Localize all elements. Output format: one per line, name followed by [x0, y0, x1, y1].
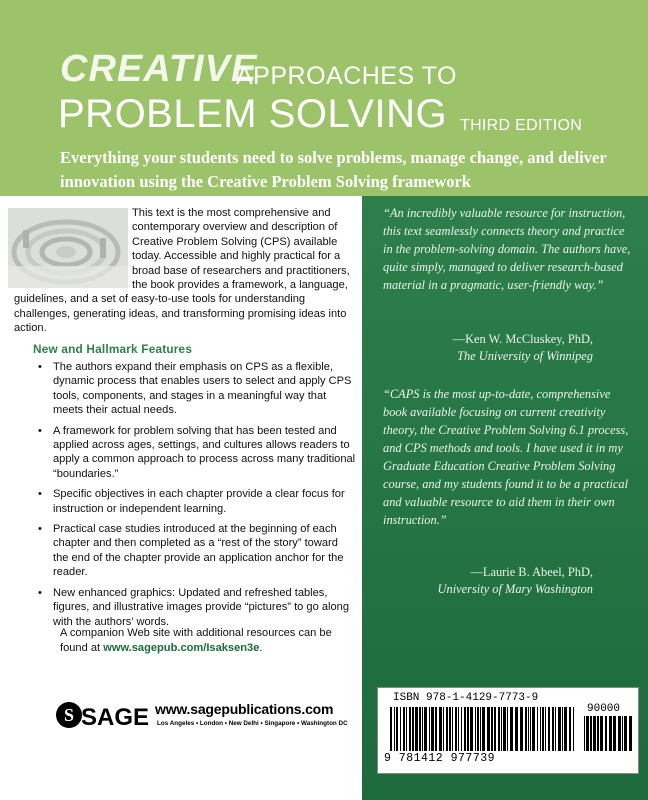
barcode-bar	[439, 707, 442, 751]
barcode-addon-digits: 90000	[587, 703, 621, 715]
barcode-bar	[564, 707, 567, 751]
features-list	[36, 360, 356, 635]
list-item: • The authors expand their emphasis on CPS as a flexible, dynamic process that enables users to select and apply CPS tools, components, and stages in a meaningful way that meets their actual needs.	[36, 360, 356, 418]
barcode-bar	[525, 707, 527, 751]
barcode-bar	[629, 716, 632, 751]
title-edition: THIRD EDITION	[460, 117, 583, 134]
barcode-bar	[431, 707, 434, 751]
barcode-bar	[394, 707, 395, 751]
barcode-bar	[449, 707, 451, 751]
barcode-bar	[501, 707, 502, 751]
cover-header	[0, 0, 648, 196]
barcode-bar	[415, 707, 418, 751]
isbn-barcode	[377, 687, 639, 774]
barcode-bar	[540, 707, 541, 751]
barcode-bar	[503, 707, 506, 751]
barcode-bar	[600, 716, 603, 751]
barcode-bar	[412, 707, 414, 751]
isbn-text: ISBN 978-1-4129-7773-9	[393, 692, 539, 704]
barcode-bar	[590, 716, 592, 751]
publisher-url[interactable]: www.sagepublications.com	[155, 701, 334, 717]
barcode-bar	[458, 707, 459, 751]
barcode-bar	[624, 716, 627, 751]
barcode-bar	[552, 707, 554, 751]
barcode-bar	[403, 707, 405, 751]
title-problem-solving: PROBLEM SOLVING	[58, 92, 448, 136]
barcode-bar	[622, 716, 623, 751]
quote-2-author: —Laurie B. Abeel, PhD,	[470, 565, 593, 579]
barcode-bar	[494, 707, 496, 751]
barcode-bar	[593, 716, 596, 751]
barcode-bar	[515, 707, 518, 751]
barcode-bar	[491, 707, 493, 751]
barcode-bar	[618, 716, 621, 751]
barcode-bar	[464, 707, 466, 751]
barcode-bar	[470, 707, 473, 751]
barcode-bar	[584, 716, 585, 751]
barcode-bar	[480, 707, 481, 751]
barcode-bar	[455, 707, 457, 751]
barcode-addon-bars	[584, 716, 632, 751]
barcode-bar	[562, 707, 563, 751]
barcode-bar	[573, 707, 574, 751]
sage-logo-text: SAGE	[81, 704, 150, 731]
barcode-bar	[613, 716, 616, 751]
quote-1-affiliation: The University of Winnipeg	[457, 349, 593, 363]
barcode-bar	[406, 707, 407, 751]
features-heading: New and Hallmark Features	[33, 342, 193, 356]
barcode-bar	[419, 707, 421, 751]
quote-1: “An incredibly valuable resource for instruction, this text seamlessly connects theory and practice in the problem-solving domain. The authors have, quite simply, managed to deliver research-based material in a pragmatic, user-friendly way.”	[383, 206, 631, 292]
companion-note	[60, 626, 360, 656]
publisher-cities: Los Angeles • London • New Delhi • Singapore • Washington DC	[157, 720, 348, 727]
quote-2-affiliation: University of Mary Washington	[437, 582, 593, 596]
barcode-bar	[537, 707, 538, 751]
barcode-bar	[400, 707, 401, 751]
barcode-bar	[443, 707, 444, 751]
barcode-bar	[475, 707, 476, 751]
barcode-bar	[452, 707, 453, 751]
tagline: Everything your students need to solve problems, manage change, and deliver innovation using the Creative Problem Solving framework	[60, 148, 607, 191]
barcode-bar	[520, 707, 523, 751]
barcode-bar	[597, 716, 599, 751]
companion-text: A companion Web site with additional resources can be found at	[60, 627, 332, 654]
title-approaches: APPROACHES TO	[236, 62, 457, 90]
barcode-bar	[609, 716, 612, 751]
barcode-bar	[477, 707, 479, 751]
barcode-bar	[435, 707, 437, 751]
title-creative: CREATIVE	[60, 48, 258, 90]
barcode-bar	[542, 707, 544, 751]
intro-paragraph	[14, 206, 358, 336]
sage-logo	[55, 698, 155, 734]
quote-2: “CAPS is the most up-to-date, comprehensive book available focusing on current creativity theory, the Creative Problem Solving 6.1 process, and CPS methods and tools. I have used it in my Graduate Education Creative Problem Solving course, and my students found it to be a practical and valuable resource to aid them in their own instruction.”	[383, 387, 629, 527]
barcode-bar	[555, 707, 556, 751]
barcode-bar	[482, 707, 485, 751]
list-item: • New enhanced graphics: Updated and refreshed tables, figures, and illustrative images provide “pictures” to go along with the authors’ words.	[36, 586, 356, 629]
barcode-bar	[487, 707, 490, 751]
barcode-bar	[467, 707, 469, 751]
svg-text:S: S	[63, 705, 75, 725]
barcode-bar	[396, 707, 398, 751]
barcode-bar	[446, 707, 448, 751]
quote-2-attribution	[383, 564, 593, 598]
barcode-bar	[548, 707, 550, 751]
intro-text: This text is the most comprehensive and contemporary overview and description of Creative Problem Solving (CPS) available today. Accessible and highly practical for a broad base of researchers and practitioners, the book provides a framework, a language, guidelines, and a set of easy-to-use tools for understanding challenges, generating ideas, and transforming promising ideas into action.	[14, 207, 350, 335]
barcode-bar	[390, 707, 392, 751]
companion-url[interactable]: www.sagepub.com/Isaksen3e	[103, 642, 260, 654]
barcode-bar	[461, 707, 462, 751]
barcode-bar	[424, 707, 427, 751]
barcode-bar	[586, 716, 589, 751]
barcode-bars	[390, 707, 576, 751]
barcode-bar	[429, 707, 430, 751]
list-item: • A framework for problem solving that has been tested and applied across ages, settings, and cultures allows readers to apply a common approach to process across many traditional “boundaries.”	[36, 424, 356, 482]
quote-1-author: —Ken W. McCluskey, PhD,	[452, 332, 593, 346]
barcode-bar	[605, 716, 607, 751]
barcode-bar	[532, 707, 535, 751]
barcode-bar	[409, 707, 411, 751]
barcode-bar	[530, 707, 531, 751]
barcode-digits: 9 781412 977739	[384, 752, 496, 765]
barcode-bar	[528, 707, 529, 751]
barcode-bar	[498, 707, 500, 751]
barcode-bar	[569, 707, 571, 751]
list-item: • Specific objectives in each chapter provide a clear focus for instruction or independent learning.	[36, 487, 356, 516]
companion-end: .	[259, 642, 263, 654]
barcode-bar	[545, 707, 546, 751]
list-item: • Practical case studies introduced at the beginning of each chapter and then completed as a “rest of the story” toward the end of the chapter provide an application anchor for the reader.	[36, 522, 356, 580]
barcode-bar	[507, 707, 508, 751]
quote-1-attribution	[383, 331, 593, 365]
barcode-bar	[422, 707, 423, 751]
barcode-bar	[510, 707, 513, 751]
barcode-bar	[558, 707, 561, 751]
